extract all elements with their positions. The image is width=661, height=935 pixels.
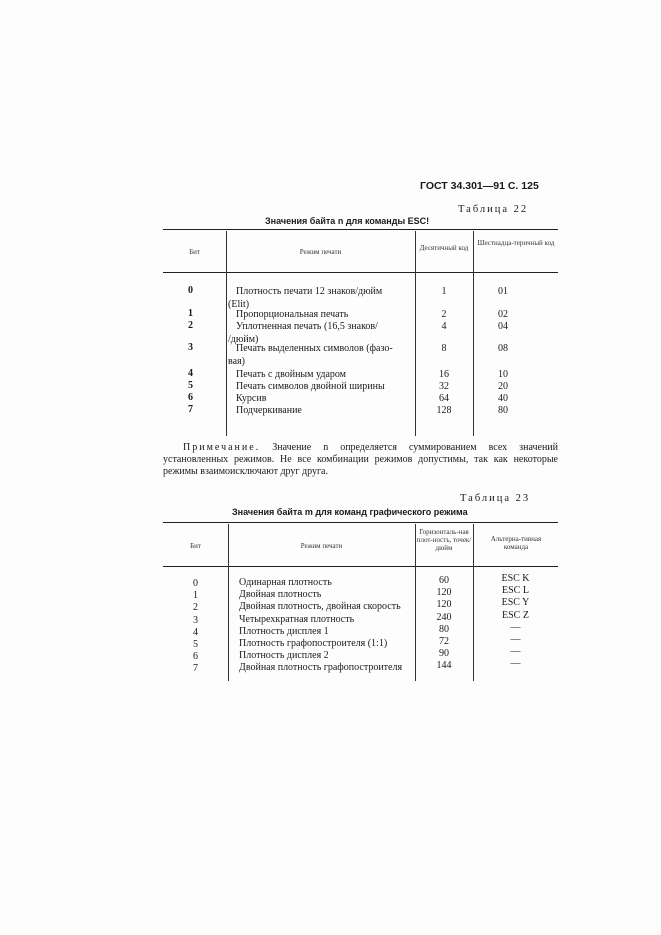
row-bit: 1 xyxy=(188,308,193,319)
row-bit: 2 xyxy=(188,320,193,331)
row-alt: ESC K xyxy=(501,573,530,584)
row-density: 60 xyxy=(439,575,449,586)
row-mode: Плотность печати 12 знаков/дюйм xyxy=(236,286,383,297)
row-mode: Печать символов двойной ширины xyxy=(236,381,385,392)
row-mode: вая) xyxy=(228,355,245,367)
row-alt: ESC Z xyxy=(502,609,529,621)
row-mode: Уплотненная печать (16,5 знаков/ xyxy=(236,321,378,332)
row-alt: — xyxy=(510,646,521,658)
table22-col-bit: Бит xyxy=(189,248,200,256)
table22-label: Таблица 22 xyxy=(458,204,529,215)
row-density: 144 xyxy=(436,660,452,672)
table22-title: Значения байта n для команды ESC! xyxy=(265,216,430,226)
row-alt: — xyxy=(510,621,521,633)
row-density: 80 xyxy=(439,623,449,635)
page-header: ГОСТ 34.301—91 С. 125 xyxy=(420,180,539,192)
row-hex: 10 xyxy=(498,369,508,380)
table23-col-bit: Бит xyxy=(190,542,201,550)
row-mode: Двойная плотность, двойная скорость xyxy=(239,601,401,613)
row-density: 240 xyxy=(436,611,452,623)
row-hex: 04 xyxy=(498,321,508,332)
row-dec: 128 xyxy=(436,405,452,416)
row-mode: Четырехкратная плотность xyxy=(239,613,355,625)
row-mode: Печать с двойным ударом xyxy=(236,369,347,380)
row-bit: 5 xyxy=(188,380,193,391)
row-mode: Подчеркивание xyxy=(236,405,302,416)
row-dec: 2 xyxy=(441,309,447,320)
row-hex: 20 xyxy=(498,381,508,392)
row-dec: 32 xyxy=(439,381,449,392)
note-text: Значение n определяется суммированием всех значений установленных режимов. Не все комбинации режимов допустимы, так как некоторые режимы взаимоисключают друг друга. xyxy=(163,442,559,477)
row-bit: 3 xyxy=(193,614,198,626)
table22-note xyxy=(163,442,558,478)
row-mode: Плотность дисплея 1 xyxy=(239,625,329,637)
row-bit: 3 xyxy=(188,342,193,353)
row-hex: 40 xyxy=(498,393,508,404)
row-bit: 1 xyxy=(193,590,198,602)
row-dec: 8 xyxy=(441,343,447,354)
row-mode: Одинарная плотность xyxy=(239,577,332,588)
row-bit: 2 xyxy=(193,602,198,614)
table23-col-mode: Режим печати xyxy=(300,542,343,550)
row-alt: — xyxy=(510,658,521,670)
row-density: 120 xyxy=(436,599,452,611)
row-bit: 5 xyxy=(193,639,198,650)
table22-col-dec: Десятичный код xyxy=(419,244,469,252)
row-hex: 02 xyxy=(498,309,508,320)
row-dec: 16 xyxy=(439,369,449,380)
table23-title: Значения байта m для команд графического режима xyxy=(232,507,468,517)
table23-label: Таблица 23 xyxy=(460,493,531,504)
row-bit: 0 xyxy=(193,578,198,589)
row-hex: 80 xyxy=(498,405,508,416)
row-mode: (Elit) xyxy=(228,298,250,310)
table23-col-density: Горизонталь-ная плот-ность, точек/дюйм xyxy=(416,528,472,552)
row-bit: 4 xyxy=(188,368,193,379)
row-alt: — xyxy=(510,634,521,645)
row-bit: 6 xyxy=(193,651,198,663)
row-dec: 64 xyxy=(439,393,449,404)
row-mode: Двойная плотность графопостроителя xyxy=(239,662,403,674)
note-label: Примечание. xyxy=(183,442,261,453)
row-density: 72 xyxy=(439,636,449,647)
row-bit: 6 xyxy=(188,392,193,403)
row-bit: 4 xyxy=(193,626,198,638)
row-mode: Двойная плотность xyxy=(239,589,322,601)
row-bit: 0 xyxy=(188,285,193,296)
row-mode: Пропорциональная печать xyxy=(236,309,349,320)
row-density: 90 xyxy=(439,648,449,660)
row-bit: 7 xyxy=(188,404,193,415)
row-alt: ESC Y xyxy=(501,597,530,609)
table22-col-hex: Шестнадца-теричный код xyxy=(477,239,555,247)
row-hex: 01 xyxy=(498,286,508,297)
row-dec: 1 xyxy=(441,286,447,297)
row-mode: /дюйм) xyxy=(228,333,259,345)
row-mode: Печать выделенных символов (фазо- xyxy=(236,343,393,354)
row-dec: 4 xyxy=(441,321,447,332)
table22-col-mode: Режим печати xyxy=(299,248,342,256)
row-hex: 08 xyxy=(498,343,508,354)
row-alt: ESC L xyxy=(502,585,529,597)
row-mode: Плотность графопостроителя (1:1) xyxy=(239,638,388,649)
row-mode: Плотность дисплея 2 xyxy=(239,650,329,662)
table23-col-alt: Альтерна-тивная команда xyxy=(490,535,542,551)
row-mode: Курсив xyxy=(236,393,267,404)
row-density: 120 xyxy=(436,587,452,599)
row-bit: 7 xyxy=(193,663,198,675)
